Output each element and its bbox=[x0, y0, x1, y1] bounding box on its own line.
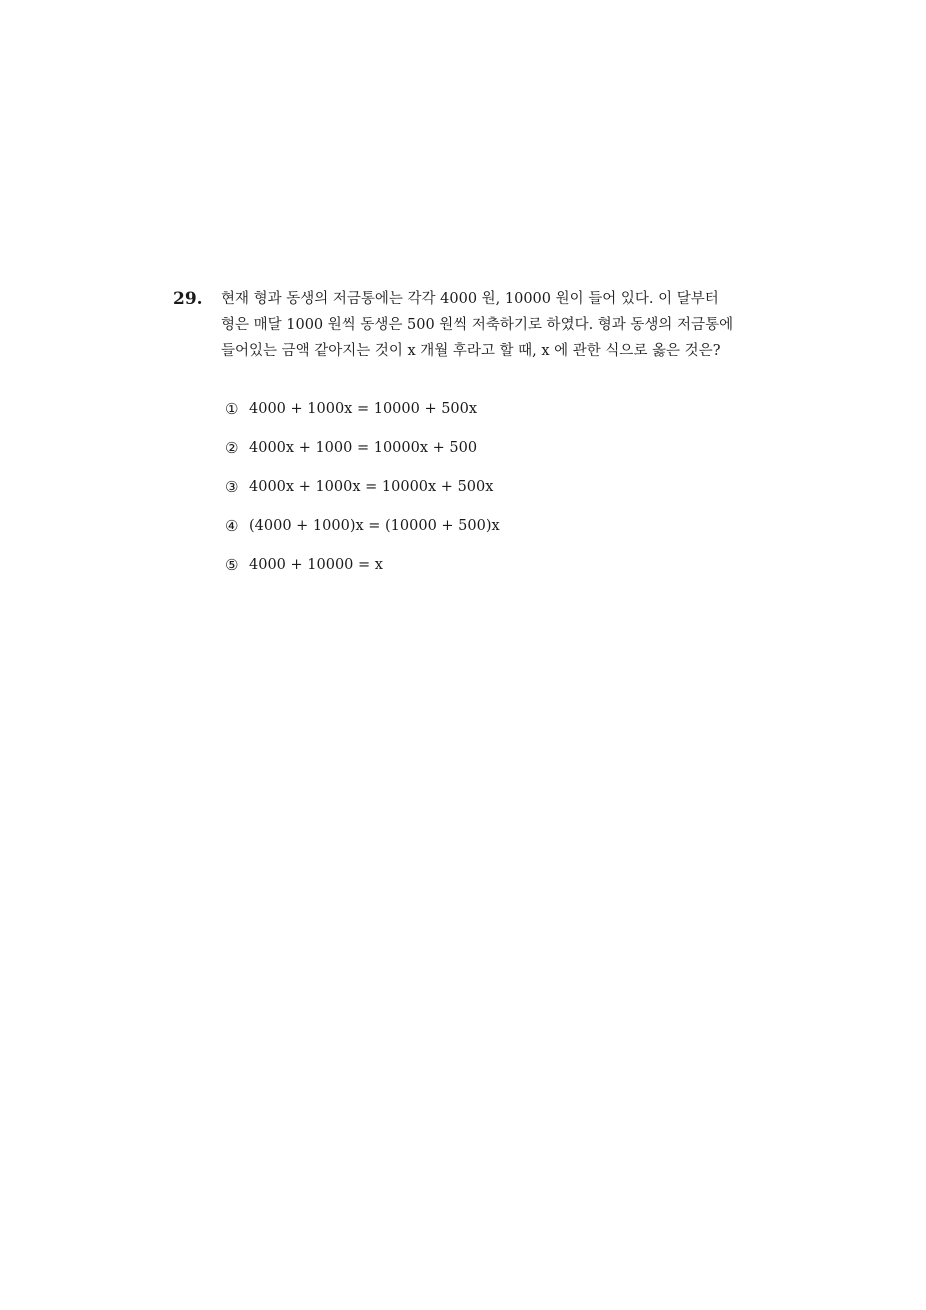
question-stem bbox=[221, 286, 761, 364]
choice-5[interactable] bbox=[225, 545, 745, 584]
choice-1-expression: 4000 + 1000x = 10000 + 500x bbox=[249, 400, 478, 417]
choice-4-expression: (4000 + 1000)x = (10000 + 500)x bbox=[249, 517, 500, 534]
stem-line-1: 현재 형과 동생의 저금통에는 각각 4000 원, 10000 원이 들어 있다. 이 달부터 bbox=[221, 291, 719, 307]
choice-2-mark: ② bbox=[225, 438, 239, 457]
choice-4[interactable] bbox=[225, 506, 745, 545]
choice-2[interactable] bbox=[225, 428, 745, 467]
choice-2-expression: 4000x + 1000 = 10000x + 500 bbox=[249, 439, 478, 456]
stem-line-2: 형은 매달 1000 원씩 동생은 500 원씩 저축하기로 하였다. 형과 동생의 저금통에 bbox=[221, 317, 734, 333]
choice-1[interactable] bbox=[225, 389, 745, 428]
choice-4-mark: ④ bbox=[225, 516, 239, 535]
stem-line-3: 들어있는 금액 같아지는 것이 x 개월 후라고 할 때, x 에 관한 식으로 옳은 것은? bbox=[221, 343, 721, 359]
answer-choices bbox=[225, 389, 745, 584]
choice-3-mark: ③ bbox=[225, 477, 239, 496]
question-number: 29. bbox=[173, 289, 203, 309]
choice-1-mark: ① bbox=[225, 399, 239, 418]
choice-3-expression: 4000x + 1000x = 10000x + 500x bbox=[249, 478, 494, 495]
choice-5-expression: 4000 + 10000 = x bbox=[249, 556, 383, 573]
choice-5-mark: ⑤ bbox=[225, 555, 239, 574]
choice-3[interactable] bbox=[225, 467, 745, 506]
